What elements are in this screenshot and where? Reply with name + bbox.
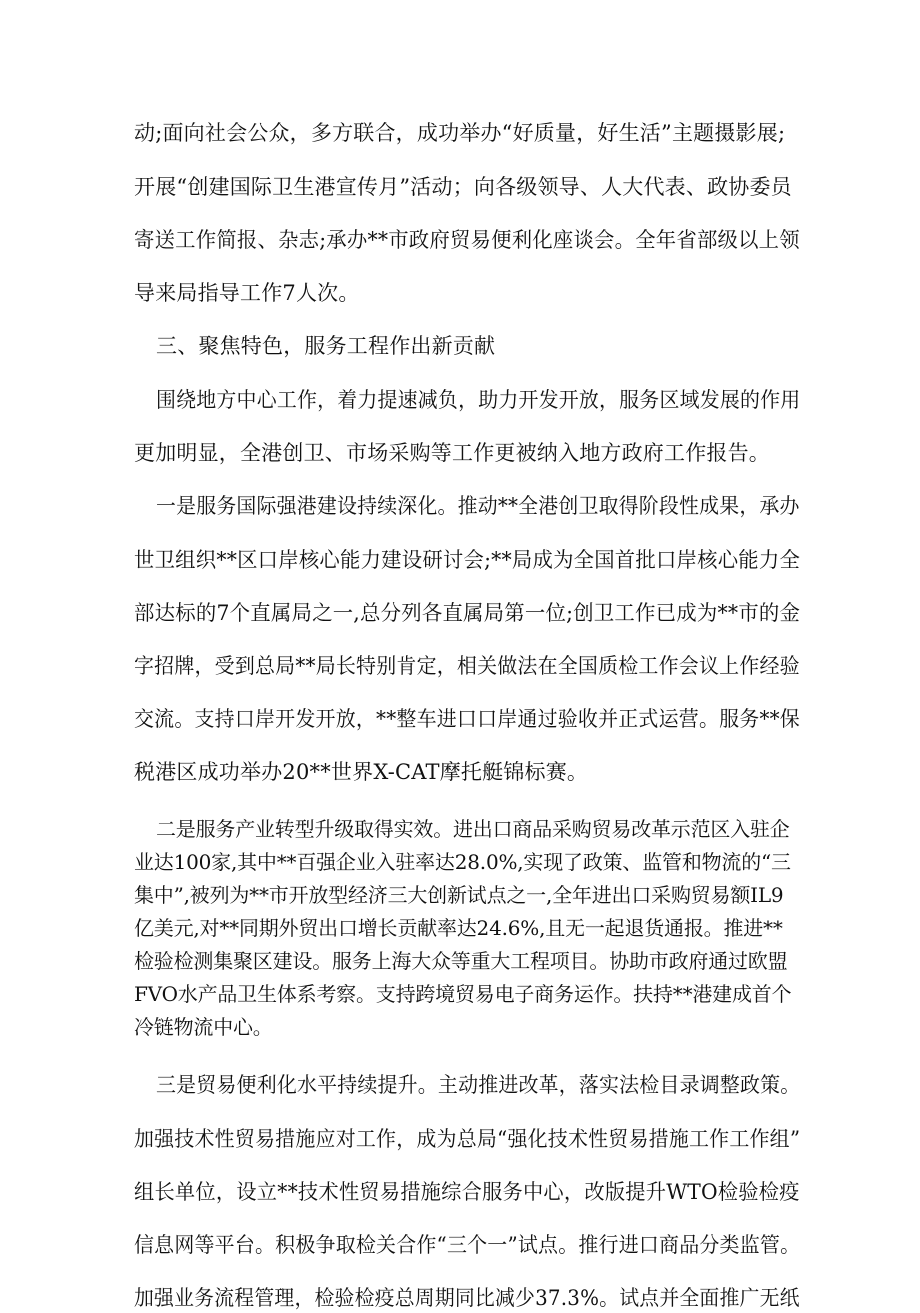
text-line: FVO水产品卫生体系考察。支持跨境贸易电子商务运作。扶持**港建成首个 (134, 982, 792, 1006)
text-line: 一是服务国际强港建设持续深化。推动**全港创卫取得阶段性成果，承办 (156, 494, 800, 518)
text-line: 世卫组织**区口岸核心能力建设研讨会;**局成为全国首批口岸核心能力全 (134, 548, 801, 572)
text-line: 业达100家,其中**百强企业入驻率达28.0%,实现了政策、监管和物流的“三 (134, 850, 791, 874)
text-line: 税港区成功举办20**世界X-CAT摩托艇锦标赛。 (134, 760, 589, 784)
text-line: 开展“创建国际卫生港宣传月”活动；向各级领导、人大代表、政协委员 (134, 175, 792, 199)
text-line: 组长单位，设立**技术性贸易措施综合服务中心，改版提升WTO检验检疫 (134, 1180, 800, 1204)
text-line: 更加明显，全港创卫、市场采购等工作更被纳入地方政府工作报告。 (134, 441, 770, 465)
text-line: 动;面向社会公众，多方联合，成功举办“好质量，好生活”主题摄影展; (134, 121, 786, 145)
text-line: 检验检测集聚区建设。服务上海大众等重大工程项目。协助市政府通过欧盟 (134, 949, 788, 973)
text-line: 交流。支持口岸开发开放，**整车进口口岸通过验收并正式运营。服务**保 (134, 707, 800, 731)
text-line: 三是贸易便利化水平持续提升。主动推进改革，落实法检目录调整政策。 (156, 1073, 801, 1097)
text-line: 寄送工作简报、杂志;承办**市政府贸易便利化座谈会。全年省部级以上领 (134, 228, 800, 252)
text-line: 二是服务产业转型升级取得实效。进出口商品采购贸易改革示范区入驻企 (156, 817, 790, 841)
text-line: 导来局指导工作7人次。 (134, 281, 360, 305)
text-line: 集中”,被列为**市开放型经济三大创新试点之一,全年进出口采购贸易额IL9 (134, 883, 784, 907)
text-line: 信息网等平台。积极争取检关合作“三个一”试点。推行进口商品分类监管。 (134, 1233, 801, 1257)
text-line: 字招牌，受到总局**局长特别肯定，相关做法在全国质检工作会议上作经验 (134, 654, 800, 678)
text-line: 围绕地方中心工作，着力提速减负，助力开发开放，服务区域发展的作用 (156, 388, 801, 412)
text-line: 加强业务流程管理，检验检疫总周期同比减少37.3%。试点并全面推广无纸 (134, 1286, 800, 1310)
text-line: 部达标的7个直属局之一,总分列各直属局第一位;创卫工作已成为**市的金 (134, 601, 801, 625)
text-line: 亿美元,对**同期外贸出口增长贡献率达24.6%,且无一起退货通报。推进** (134, 916, 783, 940)
text-line: 冷链物流中心。 (134, 1015, 273, 1039)
section-heading: 三、聚焦特色，服务工程作出新贡献 (156, 334, 496, 358)
text-line: 加强技术性贸易措施应对工作，成为总局“强化技术性贸易措施工作工作组” (134, 1127, 801, 1151)
